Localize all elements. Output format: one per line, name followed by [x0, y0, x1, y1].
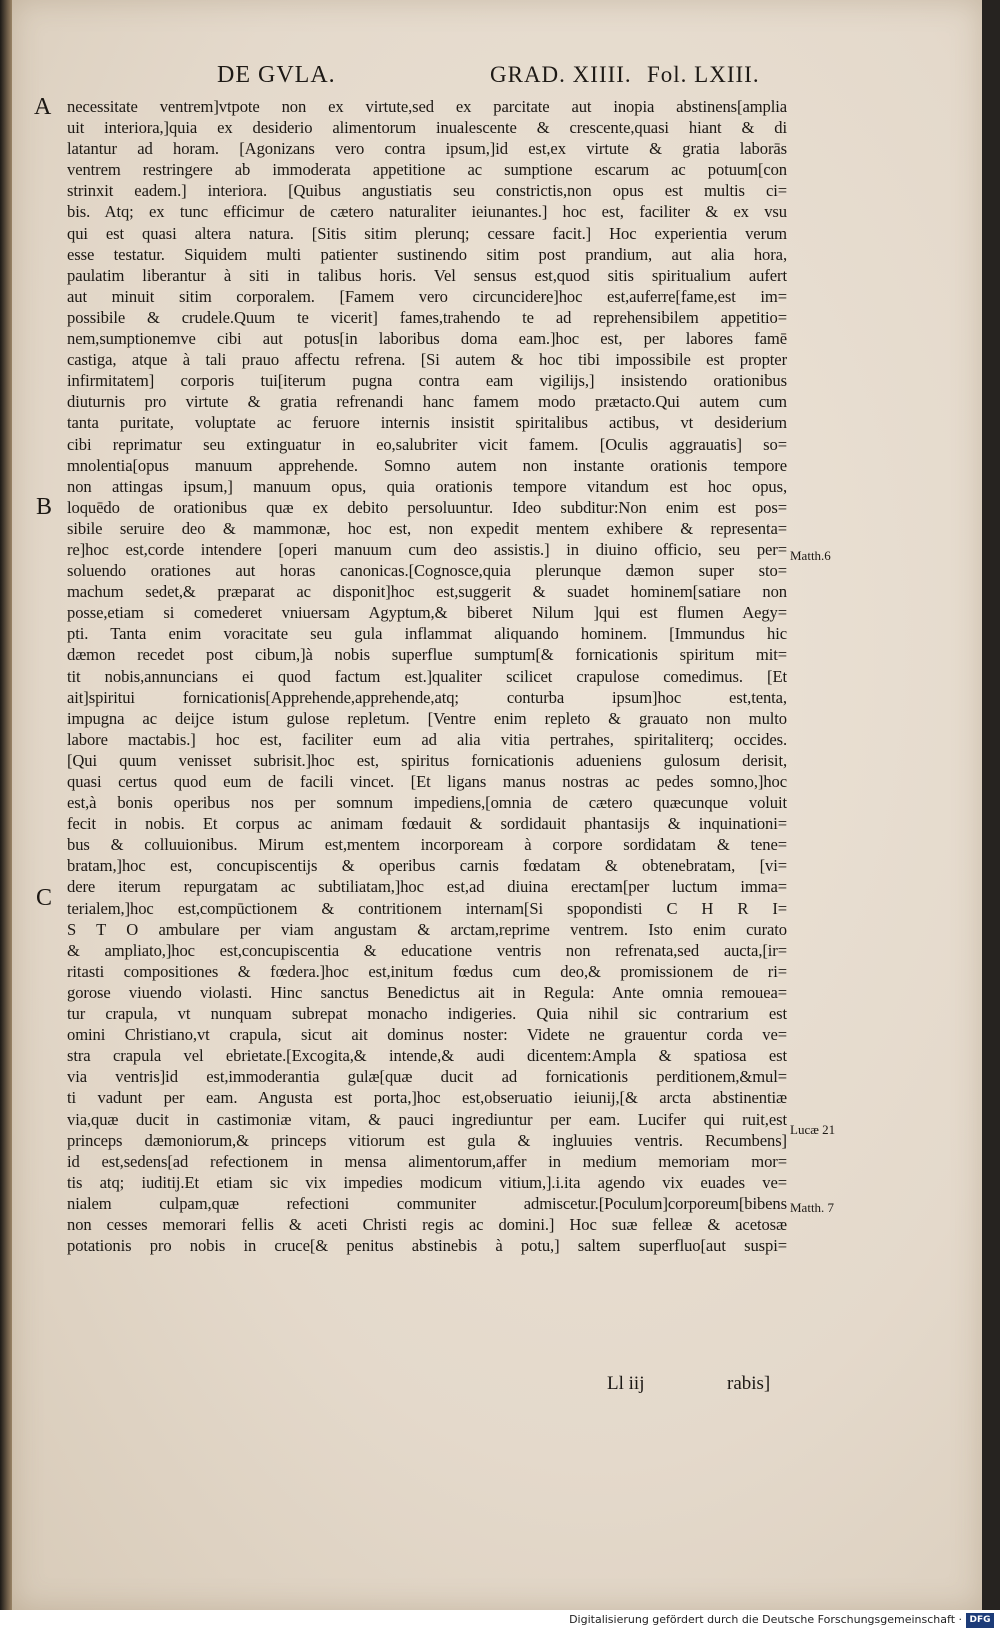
text-line: bus & colluuionibus. Mirum est,mentem incorpoream à corpore sordidatam & tene= [67, 835, 787, 855]
text-line: latantur ad horam. [Agonizans vero contra ipsum,]id est,ex virtute & gratia laborās [67, 139, 787, 159]
catchword: rabis] [727, 1373, 771, 1394]
signature-line [12, 1373, 982, 1397]
text-line: & ampliato,]hoc est,concupiscentia & educatione ventris non refrenata,sed aucta,[ir= [67, 940, 787, 960]
text-line: princeps dæmoniorum,& princeps vitiorum est gula & ingluuies ventris. Recumbens] [67, 1130, 787, 1150]
running-title: DE GVLA. [217, 62, 336, 88]
text-line: id est,sedens[ad refectionem in mensa alimentorum,affer in medium memoriam mor= [67, 1151, 787, 1171]
running-header [12, 62, 982, 96]
section-letter-c: C [36, 885, 53, 911]
section-letter-a: A [34, 94, 52, 120]
text-line: strinxit eadem.] interiora. [Quibus angustiatis seu constrictis,non opus est multis ci= [67, 181, 787, 201]
text-line: ait]spiritui fornicationis[Apprehende,apprehende,atq; conturba ipsum]hoc est,tenta, [67, 687, 787, 707]
text-line: via,quæ ducit in castimoniæ vitam, & pauci ingrediuntur per eam. Lucifer qui ruit,est [67, 1109, 787, 1129]
text-line: [Qui quum venisset subrisit.]hoc est, spiritus fornicationis adueniens gulosum derisit, [67, 750, 787, 770]
text-line: cibi reprimatur seu extinguatur in eo,salubriter vicit famem. [Oculis aggrauatis] so= [67, 434, 787, 454]
text-line: machum sedet,& præparat ac disponit]hoc est,suggerit & suadet hominem[satiare non [67, 582, 787, 602]
text-line: omini Christiano,vt crapula, sicut ait dominus noster: Videte ne grauentur corda ve= [67, 1025, 787, 1045]
text-line: castiga, atque à tali prauo affectu refrena. [Si autem & hoc tibi impossibile est propter [67, 350, 787, 370]
text-line: infirmitatem] corporis tui[iterum pugna contra eam vigilijs,] insistendo orationibus [67, 371, 787, 391]
margin-note-lucae21: Lucæ 21 [790, 1122, 836, 1137]
text-line: S T O ambulare per viam angustam & arctam,reprime ventrem. Isto enim curato [67, 919, 787, 939]
text-line: ritasti compositiones & fœdera.]hoc est,initum fœdus cum deo,& promissionem de ri= [67, 961, 787, 981]
text-line: dere iterum repurgatam ac subtiliatam,]hoc est,ad diuina erectam[per luctum imma= [67, 877, 787, 897]
text-line: tanta puritate, voluptate ac feruore internis insistit spiritalibus actibus, vt desiderium [67, 413, 787, 433]
text-line: impugna ac deijce istum gulose repletum. [Ventre enim repleto & grauato non multo [67, 708, 787, 728]
book-spine-edge [0, 0, 12, 1632]
text-line: gorose viuendo violasti. Hinc sanctus Benedictus ait in Regula: Ante omnia remouea= [67, 982, 787, 1002]
text-line: re]hoc est,corde intendere [operi manuum cum deo assistis.] in diuino officio, seu per= [67, 539, 787, 559]
text-line: esse testatur. Siquidem multi patienter sustinendo sitim post prandium, aut alia hora, [67, 244, 787, 264]
body-text [67, 96, 787, 1256]
text-line: tur crapula, vt nunquam subrepat monacho indigeries. Quia nihil sic contrarium est [67, 1004, 787, 1024]
text-line: nem,sumptionemve cibi aut potus[in laboribus doma eam.]hoc est, per labores famē [67, 329, 787, 349]
text-line: dæmon recedet post cibum,]à nobis superflue sumptum[& fornicationis spiritum mit= [67, 645, 787, 665]
text-line: tit nobis,annuncians ei quod factum est.]qualiter scilicet crapulose comedimus. [Et [67, 666, 787, 686]
book-page [12, 0, 982, 1610]
text-line: quasi certus quod eum de facili vincet. [Et ligans manus nostras ac pedes somno,]hoc [67, 772, 787, 791]
text-line: potationis pro nobis in cruce[& penitus abstinebis à potu,] saltem superfluo[aut suspi= [67, 1236, 787, 1256]
folio-number: Fol. LXIII. [647, 62, 760, 87]
text-line: non attingas ipsum,] manuum opus, quia orationis tempore vitandum est hoc opus, [67, 476, 787, 496]
digitization-footer [0, 1610, 1000, 1632]
text-line: tis atq; iuditij.Et etiam sic vix impedies modicum vitium,].i.ita agendo vix euades ve= [67, 1172, 787, 1192]
text-line: posse,etiam si comederet vniuersam Agyptum,& biberet Nilum ]qui est flumen Aegy= [67, 603, 787, 623]
dfg-credit: Digitalisierung gefördert durch die Deutsche Forschungsgemeinschaft · [569, 1613, 962, 1626]
margin-note-matth6: Matth.6 [790, 548, 831, 563]
margin-note-matth7: Matth. 7 [790, 1200, 835, 1215]
text-line: possibile & crudele.Quum te vicerit] fames,trahendo te ad reprehensibilem appetitio= [67, 307, 787, 327]
text-line: uit interiora,]quia ex desiderio alimentorum inualescente & crescente,quasi hiant & di [67, 118, 787, 138]
text-line: necessitate ventrem]vtpote non ex virtute,sed ex parcitate aut inopia abstinens[amplia [67, 97, 787, 116]
text-line: loquēdo de orationibus quæ ex debito persoluuntur. Ideo subditur:Non enim est pos= [67, 497, 787, 517]
text-line: aut minuit sitim corporalem. [Famem vero circuncidere]hoc est,auferre[fame,est im= [67, 286, 787, 306]
text-line: via ventris]id est,immoderantia gulæ[quæ ducit ad fornicationis perditionem,&mul= [67, 1067, 787, 1087]
text-line: stra crapula vel ebrietate.[Excogita,& intende,& audi dicentem:Ampla & spatiosa est [67, 1046, 787, 1066]
text-line: paulatim liberantur à siti in talibus horis. Vel sensus est,quod sitis spiritualium aufert [67, 265, 787, 285]
text-line: est,à bonis operibus nos per somnum impediens,[omnia de cætero quæcunque voluit [67, 793, 787, 813]
text-line: nialem culpam,quæ refectioni communiter admiscetur.[Poculum]corporeum[bibens [67, 1193, 787, 1213]
text-line: bis. Atq; ex tunc efficimur de cætero naturaliter ieiunantes.] hoc est, faciliter & ex vsu [67, 202, 787, 222]
text-line: fecit in nobis. Et corpus ac animam fœdauit & sordidauit phantasijs & inquinationi= [67, 814, 787, 834]
text-line: ventrem restringere ab immoderata appetitione ac sumptione escarum ac potuum[con [67, 160, 787, 180]
text-line: pti. Tanta enim voracitate seu gula inflammat aliquando hominem. [Immundus hic [67, 624, 787, 644]
text-line: labore mactabis.] hoc est, faciliter eum ad alia vitia pertrahes, spiritaliterq; occides. [67, 729, 787, 749]
text-line: sibile seruire deo & mammonæ, hoc est, non expedit mentem exhibere & representa= [67, 518, 787, 538]
section-letter-b: B [36, 494, 53, 520]
dfg-logo: DFG [966, 1613, 994, 1628]
text-line: soluendo orationes aut horas canonicas.[Cognosce,quia plerunque dæmon super sto= [67, 561, 787, 581]
text-line: mnolentia[opus manuum apprehende. Somno autem non instante orationis tempore [67, 455, 787, 475]
signature-mark: Ll iij [607, 1373, 645, 1394]
grade-label: GRAD. XIIII. [490, 62, 632, 87]
text-line: qui est quasi altera natura. [Sitis sitim plerunq; cessare facit.] Hoc experientia verum [67, 223, 787, 243]
text-line: bratam,]hoc est, concupiscentijs & operibus carnis fœdatam & obtenebratam, [vi= [67, 856, 787, 876]
text-line: non cesses memorari fellis & aceti Christi regis ac domini.] Hoc suæ felleæ & acetosæ [67, 1214, 787, 1234]
text-line: diuturnis pro virtute & gratia refrenandi hanc famem modo prætacto.Qui autem cum [67, 392, 787, 412]
text-line: terialem,]hoc est,compūctionem & contritionem internam[Si spopondisti C H R I= [67, 898, 787, 918]
text-line: ti vadunt per eam. Angusta est porta,]hoc est,obseruatio ieiunij,[& arcta abstinentiæ [67, 1088, 787, 1108]
